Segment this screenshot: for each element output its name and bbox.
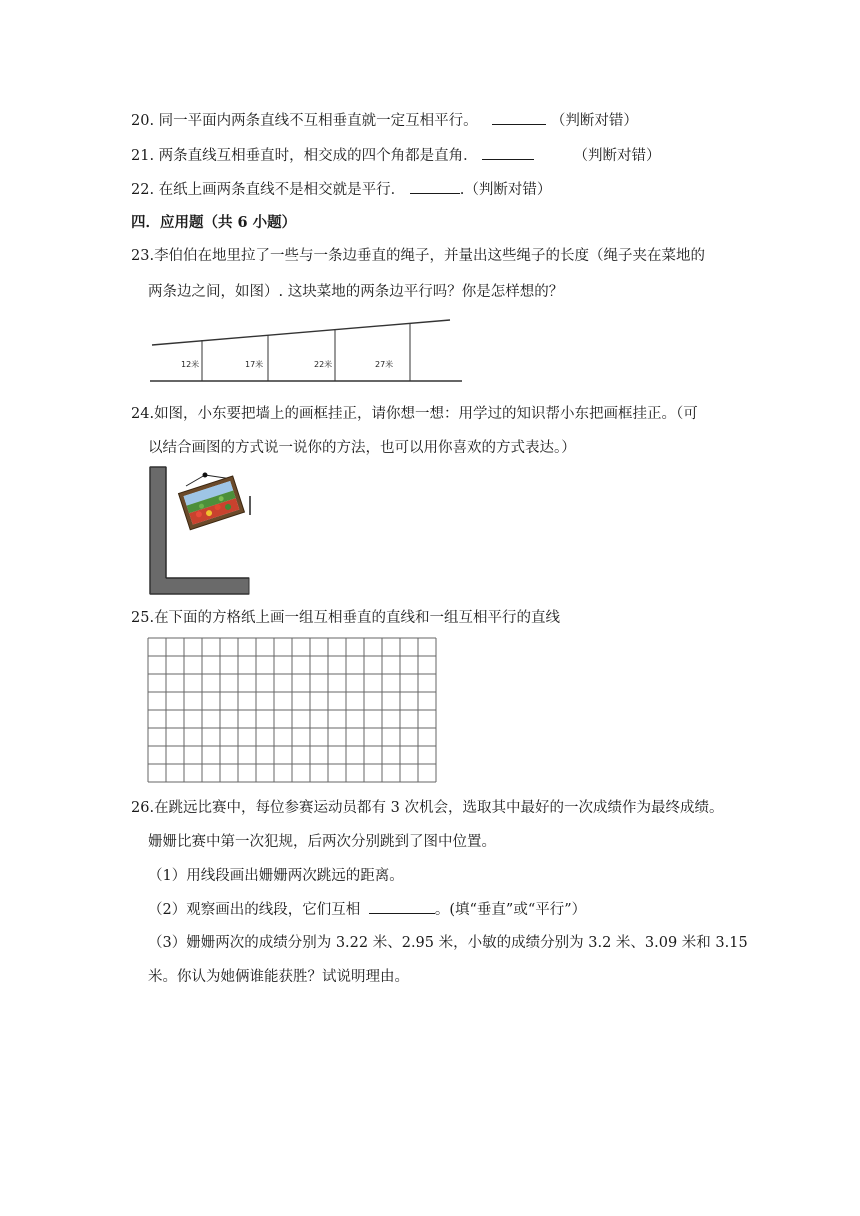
question-text: 如图，小东要把墙上的画框挂正，请你想一想：用学过的知识帮小东把画框挂正。（可 xyxy=(154,406,698,422)
question-26-sub3-line2: 米。你认为她俩谁能获胜？试说明理由。 xyxy=(148,969,409,985)
question-text: 在下面的方格纸上画一组互相垂直的直线和一组互相平行的直线 xyxy=(154,610,561,626)
answer-blank[interactable] xyxy=(369,899,435,914)
question-text: 同一平面内两条直线不互相垂直就一定互相平行。 xyxy=(158,113,478,129)
question-text: 在跳远比赛中，每位参赛运动员都有 3 次机会，选取其中最好的一次成绩作为最终成绩。 xyxy=(154,800,724,816)
question-number: 25. xyxy=(131,610,155,626)
rope-label: 12米 xyxy=(181,360,200,369)
section-title: 四．应用题（共 6 小题） xyxy=(131,214,297,231)
rope-label: 22米 xyxy=(314,360,333,369)
question-26-sub2 xyxy=(148,899,586,920)
question-24-line2: 以结合画图的方式说一说你的方法，也可以用你喜欢的方式表达。） xyxy=(148,440,576,456)
question-text: 李伯伯在地里拉了一些与一条边垂直的绳子，并量出这些绳子的长度（绳子夹在菜地的 xyxy=(154,248,706,264)
question-number: 20. xyxy=(131,113,155,129)
question-26-sub1: （1）用线段画出姗姗两次跳远的距离。 xyxy=(148,868,404,884)
question-23-line2: 两条边之间，如图）. 这块菜地的两条边平行吗？你是怎样想的？ xyxy=(148,284,564,300)
question-26-sub3-line1: （3）姗姗两次的成绩分别为 3.22 米、2.95 米，小敏的成绩分别为 3.2 米、3.09 米和 3.15 xyxy=(148,935,748,951)
question-number: 21. xyxy=(131,148,155,164)
question-number: 23. xyxy=(131,248,155,264)
question-text: 两条直线互相垂直时，相交成的四个角都是直角． xyxy=(158,148,478,164)
rope-label: 27米 xyxy=(375,360,394,369)
rope-label: 17米 xyxy=(245,360,264,369)
question-number: 24. xyxy=(131,406,155,422)
sub-question-text: （2）观察画出的线段，它们互相 xyxy=(148,902,361,918)
question-text: 在纸上画两条直线不是相交就是平行． xyxy=(158,182,406,198)
question-26-line2: 姗姗比赛中第一次犯规，后两次分别跳到了图中位置。 xyxy=(148,834,496,850)
question-suffix: （判断对错） xyxy=(550,113,638,129)
question-number: 26. xyxy=(131,800,155,816)
sub-question-suffix: 。(填“垂直”或“平行”） xyxy=(434,902,587,918)
question-suffix: .（判断对错） xyxy=(459,182,552,198)
question-suffix: （判断对错） xyxy=(573,148,661,164)
question-number: 22. xyxy=(131,182,155,198)
question-26-line1 xyxy=(131,798,724,818)
